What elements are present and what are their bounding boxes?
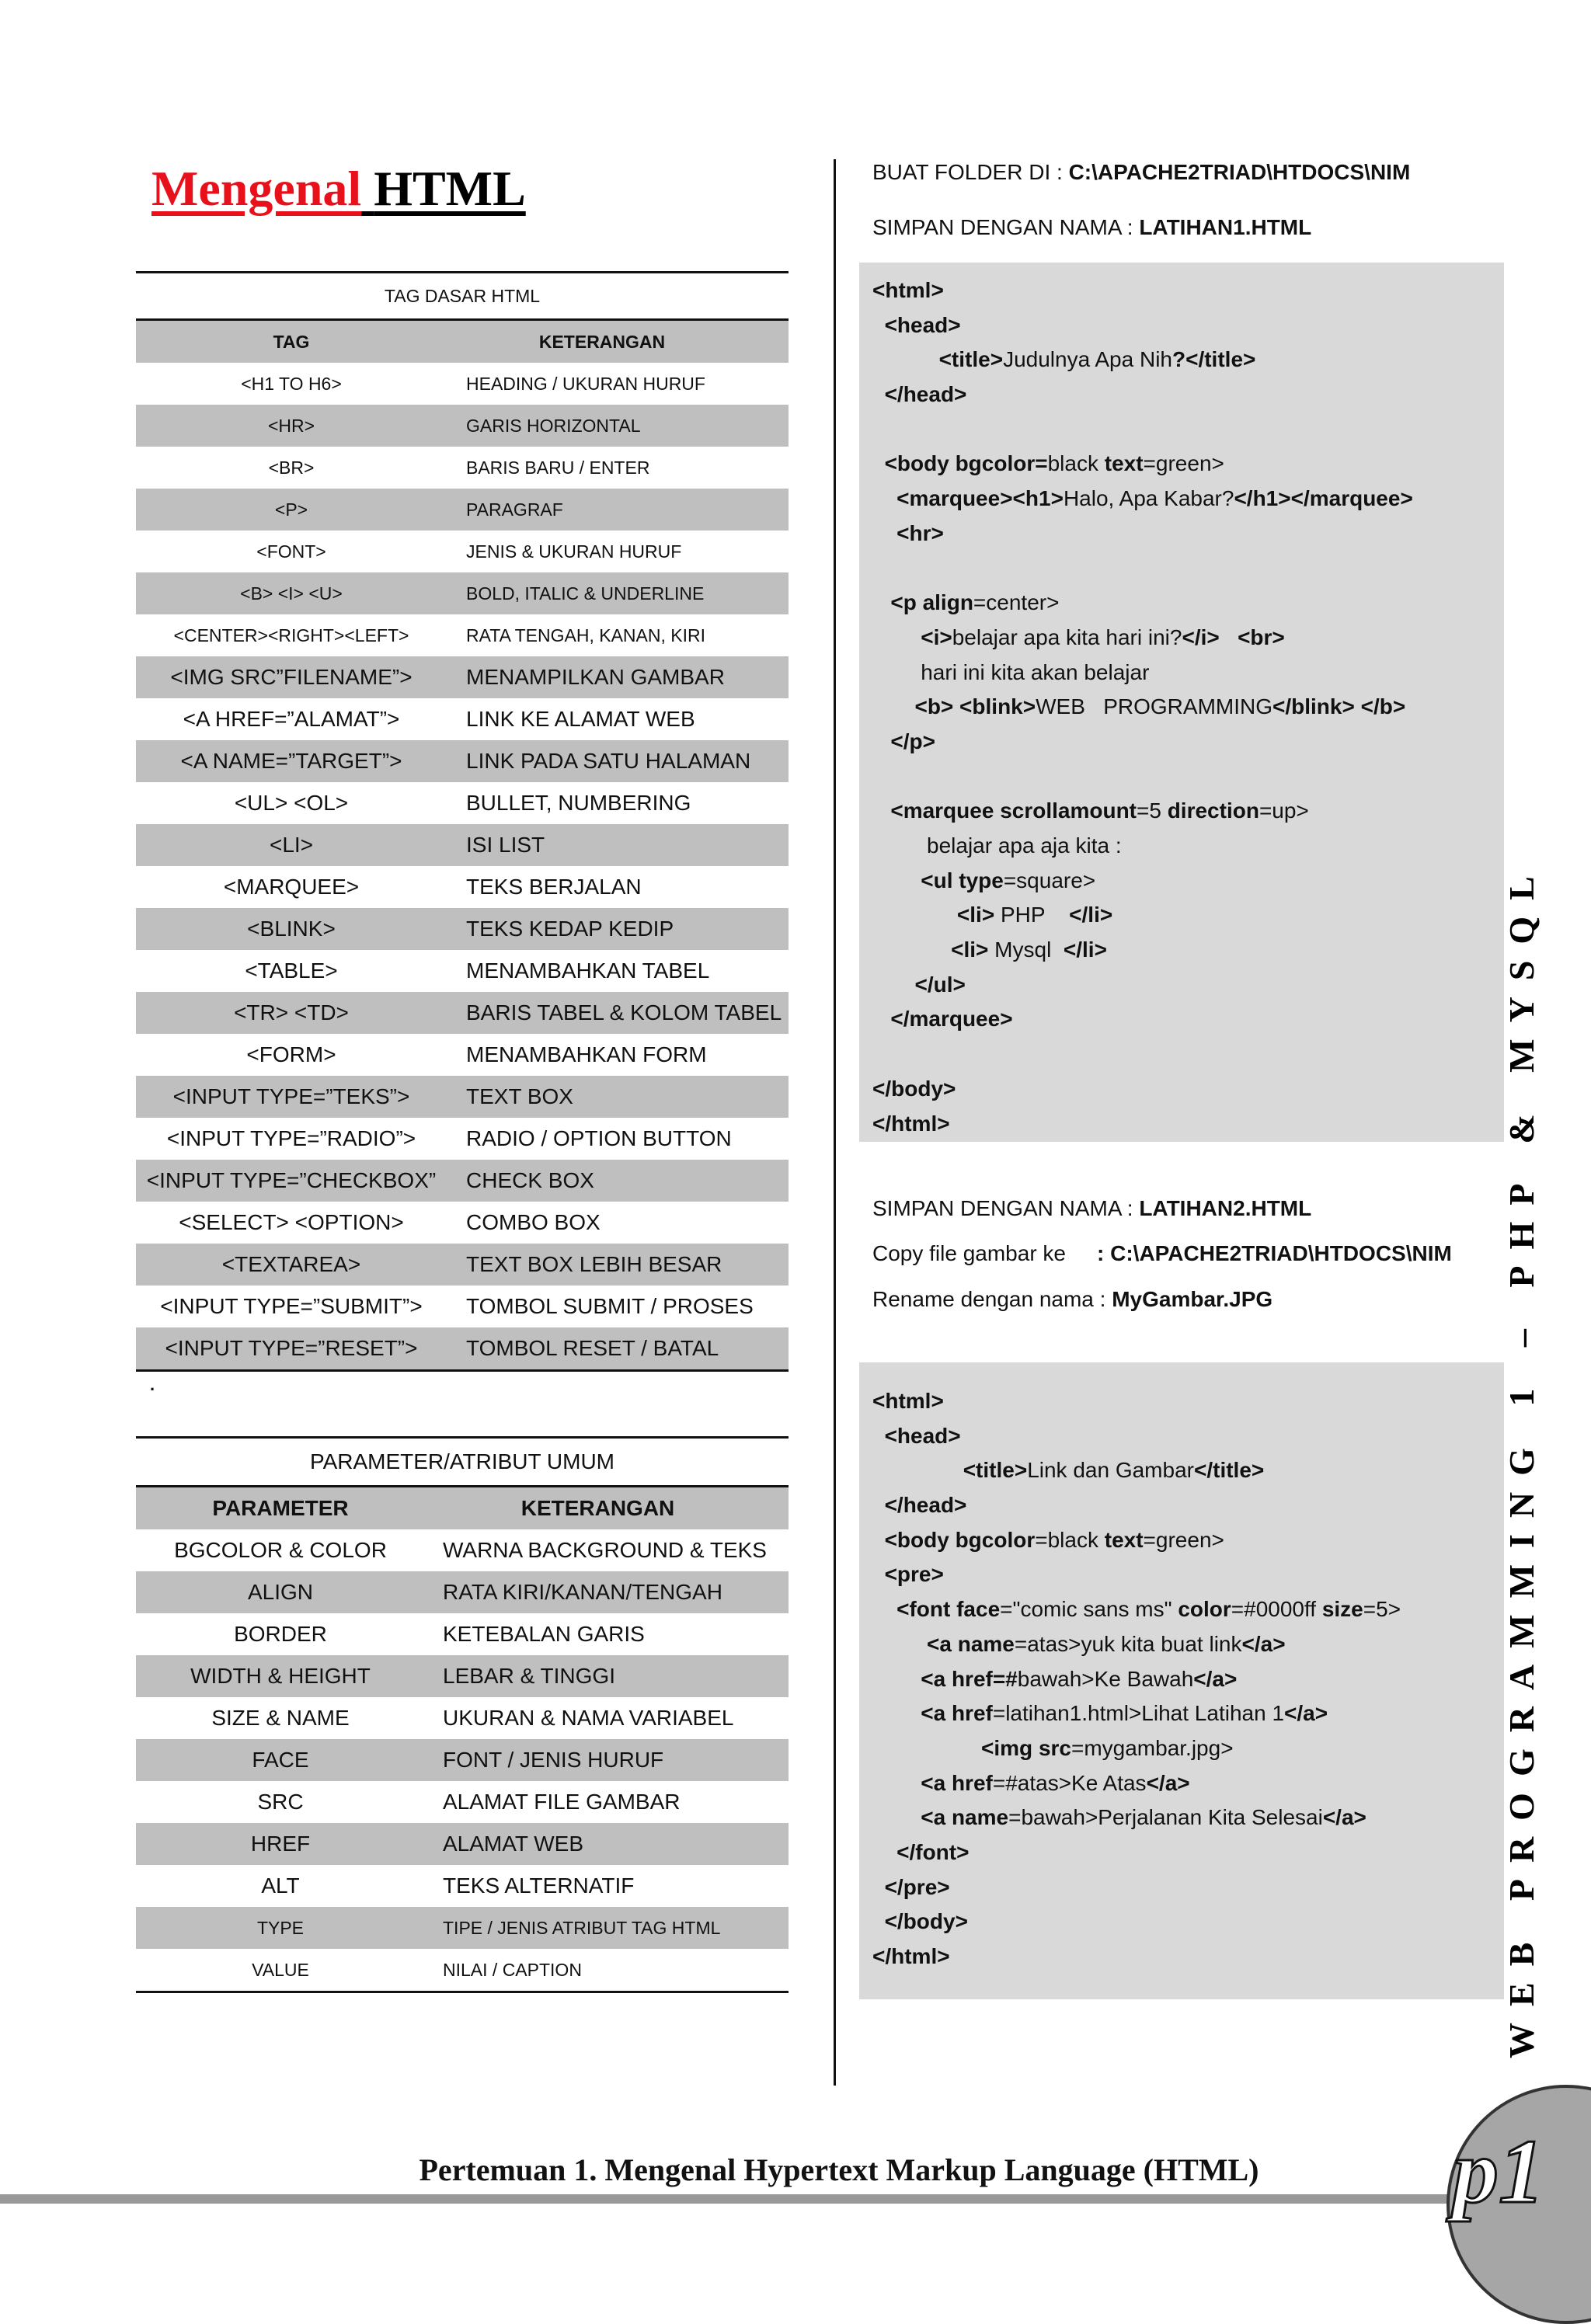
parameter-cell: BGCOLOR & COLOR [174, 1538, 387, 1562]
code-token: color [1178, 1597, 1231, 1622]
tag-cell: <A NAME=”TARGET”> [180, 749, 402, 773]
code-token: =square> [1003, 868, 1096, 892]
tag-cell: <FORM> [246, 1042, 336, 1066]
tag-table-row [136, 363, 789, 405]
copy-label: Copy file gambar ke [872, 1241, 1067, 1265]
keterangan-cell: TIPE / JENIS ATRIBUT TAG HTML [443, 1917, 721, 1938]
code-token: =5 [1137, 798, 1168, 823]
save-instruction-2 [872, 1196, 1311, 1221]
tag-cell: <FONT> [256, 541, 326, 562]
title-part-html: HTML [374, 161, 526, 216]
save-name-1: LATIHAN1.HTML [1139, 215, 1312, 239]
code-line [872, 551, 1504, 586]
keterangan-cell: WARNA BACKGROUND & TEKS [443, 1538, 767, 1562]
code-line [872, 412, 1504, 447]
code-token: </head> [884, 1493, 967, 1518]
footer-title: Pertemuan 1. Mengenal Hypertext Markup Language (HTML) [419, 2152, 1259, 2187]
code-token: <i> [921, 624, 952, 649]
parameter-cell: TYPE [256, 1917, 305, 1938]
tag-cell: <A HREF=”ALAMAT”> [183, 707, 400, 731]
keterangan-cell: HEADING / UKURAN HURUF [466, 373, 705, 394]
code-token: black [1047, 451, 1105, 476]
code-token: text [1104, 451, 1144, 476]
code-token: =bawah>Perjalanan Kita Selesai [1008, 1805, 1323, 1830]
code-token [872, 1493, 885, 1517]
tag-cell: <B> <I> <U> [240, 583, 343, 604]
tag-cell: <INPUT TYPE=”RADIO”> [166, 1126, 416, 1150]
keterangan-cell: LINK KE ALAMAT WEB [466, 707, 695, 731]
tag-table-row [136, 1118, 789, 1160]
code-line [872, 690, 1504, 725]
keterangan-cell: TEKS KEDAP KEDIP [466, 917, 674, 941]
page-title [151, 159, 526, 218]
code-token: size [1321, 1597, 1363, 1622]
tag-table-header-tag: TAG [273, 331, 310, 352]
code-token [872, 729, 890, 753]
code-token [872, 521, 896, 545]
param-table-row [136, 1781, 789, 1823]
tag-table-row [136, 447, 789, 489]
tag-cell: <H1 TO H6> [241, 373, 342, 394]
code-token: <head> [884, 312, 961, 337]
keterangan-cell: MENAMBAHKAN FORM [466, 1042, 707, 1066]
keterangan-cell: BARIS TABEL & KOLOM TABEL [466, 1000, 782, 1025]
code-token: </a> [1146, 1770, 1190, 1795]
code-line [872, 1800, 1504, 1835]
tag-table-row [136, 782, 789, 824]
code-line [872, 1731, 1504, 1766]
code-line [872, 621, 1504, 656]
keterangan-cell: MENAMBAHKAN TABEL [466, 958, 710, 983]
code-token: <body bgcolor [884, 1527, 1036, 1552]
code-line [872, 1627, 1504, 1662]
code-token [872, 313, 885, 337]
tag-table-row [136, 531, 789, 572]
tag-table-row [136, 656, 789, 698]
param-table-row [136, 1739, 789, 1781]
keterangan-cell: BARIS BARU / ENTER [466, 457, 650, 478]
keterangan-cell: NILAI / CAPTION [443, 1959, 582, 1980]
code-token [872, 590, 890, 614]
param-table-row [136, 1571, 789, 1613]
code-token: =5> [1363, 1597, 1401, 1622]
code-line [872, 1488, 1504, 1523]
code-line [872, 1592, 1504, 1627]
tag-cell: <SELECT> <OPTION> [179, 1210, 404, 1234]
save-label-1: SIMPAN DENGAN NAMA : [872, 215, 1140, 239]
folder-label: BUAT FOLDER DI : [872, 160, 1069, 184]
code-token: </pre> [884, 1874, 950, 1899]
code-token: </h1></marquee> [1234, 486, 1413, 511]
code-token: </marquee> [890, 1007, 1013, 1032]
tag-cell: <INPUT TYPE=”TEKS”> [172, 1084, 410, 1108]
code-token: <html> [872, 278, 944, 302]
code-token [872, 382, 885, 406]
param-table-caption: PARAMETER/ATRIBUT UMUM [136, 1436, 789, 1487]
code-token: =latihan1.html>Lihat Latihan 1 [992, 1701, 1285, 1726]
copy-path: : C:\APACHE2TRIAD\HTDOCS\NIM [1097, 1241, 1452, 1265]
tag-cell: <INPUT TYPE=”RESET”> [165, 1336, 418, 1360]
parameter-cell: VALUE [252, 1959, 309, 1980]
tag-table-row [136, 950, 789, 992]
param-table-row [136, 1823, 789, 1865]
param-table-row [136, 1613, 789, 1655]
tag-table-row [136, 1076, 789, 1118]
code-token: <br> [1238, 624, 1285, 649]
tag-cell: <LI> [269, 833, 314, 857]
code-token: hari ini kita akan belajar [872, 659, 1150, 684]
tag-cell: <IMG SRC”FILENAME”> [170, 665, 413, 689]
code-line [872, 1662, 1504, 1697]
code-token: WEB PROGRAMMING [1036, 694, 1273, 719]
code-line [872, 343, 1504, 377]
code-token: <font face [896, 1597, 1001, 1622]
parameter-cell: FACE [252, 1748, 309, 1772]
code-line [872, 308, 1504, 343]
code-token: </a> [1241, 1631, 1286, 1656]
code-line [872, 517, 1504, 551]
param-table-body [136, 1529, 789, 1991]
code-token: </head> [884, 382, 967, 407]
code-line [872, 1419, 1504, 1454]
code-token: =#0000ff [1231, 1597, 1322, 1622]
tag-cell: <HR> [267, 415, 315, 436]
code-token: text [1104, 1527, 1144, 1552]
code-token: <marquee scrollamount [890, 798, 1137, 823]
code-token [872, 1597, 896, 1621]
code-token: </i> [1182, 624, 1220, 649]
code-token: </title> [1193, 1458, 1265, 1483]
code-line [872, 656, 1504, 691]
keterangan-cell: BOLD, ITALIC & UNDERLINE [466, 583, 705, 604]
code-token: =mygambar.jpg> [1071, 1735, 1234, 1760]
keterangan-cell: ALAMAT FILE GAMBAR [443, 1790, 681, 1814]
code-token [872, 694, 914, 718]
tag-table-row [136, 1160, 789, 1202]
keterangan-cell: TEXT BOX LEBIH BESAR [466, 1252, 722, 1276]
code-token: =green> [1143, 1527, 1224, 1552]
code-token: <li> [951, 938, 989, 962]
code-token [1220, 625, 1238, 649]
code-line [872, 1002, 1504, 1037]
code-token: </ul> [914, 972, 966, 997]
tag-table-row [136, 908, 789, 950]
code-line [872, 794, 1504, 829]
code-line [872, 1557, 1504, 1592]
keterangan-cell: JENIS & UKURAN HURUF [466, 541, 682, 562]
code-token [872, 972, 914, 997]
code-token [872, 451, 885, 475]
code-line [872, 273, 1504, 308]
code-token [872, 347, 939, 371]
tag-cell: <P> [274, 499, 308, 520]
code-token: <marquee><h1> [896, 486, 1064, 511]
param-table-header-parameter: PARAMETER [212, 1496, 349, 1520]
code-token: <a name [921, 1805, 1009, 1830]
code-token: Halo, Apa Kabar? [1063, 486, 1234, 511]
tag-table-row [136, 1327, 789, 1369]
code-token: Mysql [988, 938, 1064, 962]
code-line [872, 1037, 1504, 1072]
code-token: <img src [981, 1735, 1071, 1760]
code-line [872, 1107, 1504, 1142]
parameter-cell: ALT [261, 1873, 300, 1898]
tag-table-row [136, 866, 789, 908]
param-table-row [136, 1529, 789, 1571]
code-line [872, 1905, 1504, 1940]
separator-dot: . [150, 1375, 155, 1394]
tag-cell: <CENTER><RIGHT><LEFT> [173, 624, 409, 645]
code-token: </html> [872, 1944, 950, 1968]
keterangan-cell: MENAMPILKAN GAMBAR [466, 665, 725, 689]
code-line [872, 968, 1504, 1003]
code-token: </li> [1063, 938, 1107, 962]
tag-cell: <TEXTAREA> [221, 1252, 361, 1276]
tag-table-row [136, 572, 789, 614]
code-token: <a href [921, 1701, 993, 1726]
parameter-cell: WIDTH & HEIGHT [190, 1664, 371, 1688]
code-line [872, 1870, 1504, 1905]
code-token: </font> [896, 1839, 970, 1864]
code-block-latihan1 [859, 263, 1504, 1142]
code-token [872, 868, 921, 892]
keterangan-cell: FONT / JENIS HURUF [443, 1748, 664, 1772]
code-token: <body bgcolor= [884, 451, 1048, 476]
code-token: <hr> [896, 520, 944, 545]
folder-path: C:\APACHE2TRIAD\HTDOCS\NIM [1068, 160, 1411, 184]
code-token [872, 1909, 885, 1933]
code-token: </body> [872, 1076, 956, 1101]
code-token [872, 1771, 921, 1795]
keterangan-cell: UKURAN & NAMA VARIABEL [443, 1706, 734, 1730]
side-course-title: WEB PROGRAMMING 1 – PHP & MYSQL [1502, 860, 1541, 2058]
param-table-row [136, 1655, 789, 1697]
code-line [872, 864, 1504, 899]
code-token: <p align [890, 590, 973, 615]
code-token [872, 1701, 921, 1725]
code-token: ="comic sans ms" [1000, 1597, 1178, 1622]
tag-cell: <INPUT TYPE=”CHECKBOX” [146, 1168, 437, 1192]
tag-table-header-keterangan: KETERANGAN [538, 331, 666, 352]
tag-table-row [136, 698, 789, 740]
tag-table-body [136, 363, 789, 1369]
tag-cell: <MARQUEE> [223, 875, 360, 899]
code-block-latihan2 [859, 1362, 1504, 1999]
code-token: </a> [1284, 1701, 1328, 1726]
code-token: =green> [1143, 451, 1224, 476]
keterangan-cell: TOMBOL SUBMIT / PROSES [466, 1294, 754, 1318]
param-table-row [136, 1907, 789, 1949]
keterangan-cell: LEBAR & TINGGI [443, 1664, 615, 1688]
keterangan-cell: ALAMAT WEB [443, 1832, 584, 1856]
copy-instruction [872, 1241, 1452, 1266]
code-line [872, 760, 1504, 795]
tag-cell: <INPUT TYPE=”SUBMIT”> [160, 1294, 423, 1318]
tag-cell: <BR> [268, 457, 315, 478]
code-token [872, 798, 890, 823]
code-token [872, 1840, 896, 1864]
save-name-2: LATIHAN2.HTML [1139, 1196, 1312, 1220]
tag-table-row [136, 1244, 789, 1286]
keterangan-cell: ISI LIST [466, 833, 545, 857]
code-token: <html> [872, 1389, 944, 1413]
code-token [872, 1458, 963, 1482]
tag-table-row [136, 489, 789, 531]
code-token: direction [1167, 798, 1259, 823]
code-token: bawah>Ke Bawah [1017, 1666, 1194, 1691]
code-token: </p> [890, 729, 935, 753]
code-token [872, 938, 951, 962]
keterangan-cell: KETEBALAN GARIS [443, 1622, 645, 1646]
keterangan-cell: PARAGRAF [466, 499, 563, 520]
code-token: =up> [1259, 798, 1309, 823]
param-table-row [136, 1865, 789, 1907]
tag-table-row [136, 1286, 789, 1327]
code-token [872, 1875, 885, 1899]
code-line [872, 377, 1504, 412]
code-token: <title> [938, 347, 1004, 372]
code-line [872, 447, 1504, 482]
code-line [872, 725, 1504, 760]
param-table-row [136, 1697, 789, 1739]
keterangan-cell: TOMBOL RESET / BATAL [466, 1336, 719, 1360]
code-token: belajar apa kita hari ini? [952, 624, 1182, 649]
code-line [872, 1523, 1504, 1558]
code-token: <li> [956, 903, 995, 927]
tag-cell: <TABLE> [245, 958, 338, 983]
code-token: <a name [927, 1631, 1015, 1656]
parameter-cell: HREF [250, 1832, 311, 1856]
code-token: =atas>yuk kita buat link [1014, 1631, 1242, 1656]
code-token: belajar apa aja kita : [872, 833, 1122, 858]
code-line [872, 1766, 1504, 1801]
rename-name: MyGambar.JPG [1112, 1287, 1273, 1311]
code-token [872, 1667, 921, 1691]
keterangan-cell: TEKS ALTERNATIF [443, 1873, 635, 1898]
tag-table-row [136, 1202, 789, 1244]
code-token: =#atas>Ke Atas [992, 1770, 1147, 1795]
param-table-header-keterangan: KETERANGAN [520, 1496, 675, 1520]
rename-instruction [872, 1287, 1272, 1312]
code-line [872, 898, 1504, 933]
code-line [872, 1940, 1504, 1974]
code-token: </html> [872, 1111, 950, 1136]
keterangan-cell: TEKS BERJALAN [466, 875, 642, 899]
code-token: </body> [884, 1909, 968, 1934]
code-line [872, 482, 1504, 517]
parameter-cell: SRC [257, 1790, 304, 1814]
code-line [872, 1453, 1504, 1488]
code-token: <a href [921, 1770, 993, 1795]
code-token: <head> [884, 1423, 961, 1448]
code-line [872, 1696, 1504, 1731]
code-token: Judulnya Apa Nih [1003, 347, 1172, 372]
keterangan-cell: COMBO BOX [466, 1210, 601, 1234]
tag-table [136, 271, 789, 1372]
keterangan-cell: TEXT BOX [466, 1084, 573, 1108]
footer-rule [0, 2194, 1460, 2204]
tag-table-header [136, 321, 789, 363]
code-line [872, 1835, 1504, 1870]
code-token [872, 1736, 981, 1760]
param-table-row [136, 1949, 789, 1991]
code-token [872, 1562, 885, 1586]
parameter-cell: SIZE & NAME [211, 1706, 350, 1730]
code-token: Link dan Gambar [1027, 1458, 1194, 1483]
code-line [872, 829, 1504, 864]
code-token: PHP [994, 903, 1070, 927]
keterangan-cell: RATA KIRI/KANAN/TENGAH [443, 1580, 722, 1604]
title-part-mengenal: Mengenal [151, 161, 362, 216]
code-token: =black [1035, 1527, 1105, 1552]
code-token: <title> [963, 1458, 1028, 1483]
tag-table-row [136, 1034, 789, 1076]
code-token: </blink> </b> [1272, 694, 1406, 719]
keterangan-cell: CHECK BOX [466, 1168, 594, 1192]
save-instruction-1 [872, 215, 1311, 240]
param-table [136, 1436, 789, 1993]
code-token: ?</title> [1172, 347, 1256, 372]
tag-cell: <TR> <TD> [234, 1000, 349, 1025]
code-token [872, 903, 957, 927]
code-token [872, 1007, 890, 1031]
tag-table-row [136, 614, 789, 656]
param-table-header [136, 1487, 789, 1529]
keterangan-cell: BULLET, NUMBERING [466, 791, 691, 815]
rename-label: Rename dengan nama : [872, 1287, 1112, 1311]
keterangan-cell: GARIS HORIZONTAL [466, 415, 641, 436]
column-divider [834, 159, 836, 2086]
code-token: <pre> [884, 1562, 944, 1587]
save-label-2: SIMPAN DENGAN NAMA : [872, 1196, 1140, 1220]
code-token: </a> [1193, 1666, 1238, 1691]
code-token: <b> <blink> [914, 694, 1036, 719]
code-line [872, 1384, 1504, 1419]
tag-cell: <UL> <OL> [234, 791, 349, 815]
parameter-cell: ALIGN [247, 1580, 314, 1604]
code-token [872, 1805, 921, 1829]
keterangan-cell: RATA TENGAH, KANAN, KIRI [466, 624, 706, 645]
code-token [872, 625, 921, 649]
code-token: </a> [1322, 1805, 1366, 1830]
code-token [872, 1528, 885, 1552]
code-line [872, 933, 1504, 968]
code-token [872, 1424, 885, 1448]
code-line [872, 1072, 1504, 1107]
code-token: =center> [973, 590, 1060, 615]
folder-instruction [872, 160, 1410, 185]
code-token [872, 1632, 927, 1656]
tag-table-row [136, 824, 789, 866]
tag-table-caption: TAG DASAR HTML [136, 271, 789, 321]
parameter-cell: BORDER [234, 1622, 327, 1646]
page-badge: p1 [1453, 2120, 1544, 2222]
code-token: <a href=# [921, 1666, 1018, 1691]
tag-cell: <BLINK> [247, 917, 336, 941]
tag-table-row [136, 405, 789, 447]
code-token: <ul type [921, 868, 1004, 892]
code-token: </li> [1069, 903, 1113, 927]
tag-table-row [136, 740, 789, 782]
tag-table-row [136, 992, 789, 1034]
keterangan-cell: LINK PADA SATU HALAMAN [466, 749, 751, 773]
keterangan-cell: RADIO / OPTION BUTTON [466, 1126, 732, 1150]
code-token [872, 486, 896, 510]
code-line [872, 586, 1504, 621]
